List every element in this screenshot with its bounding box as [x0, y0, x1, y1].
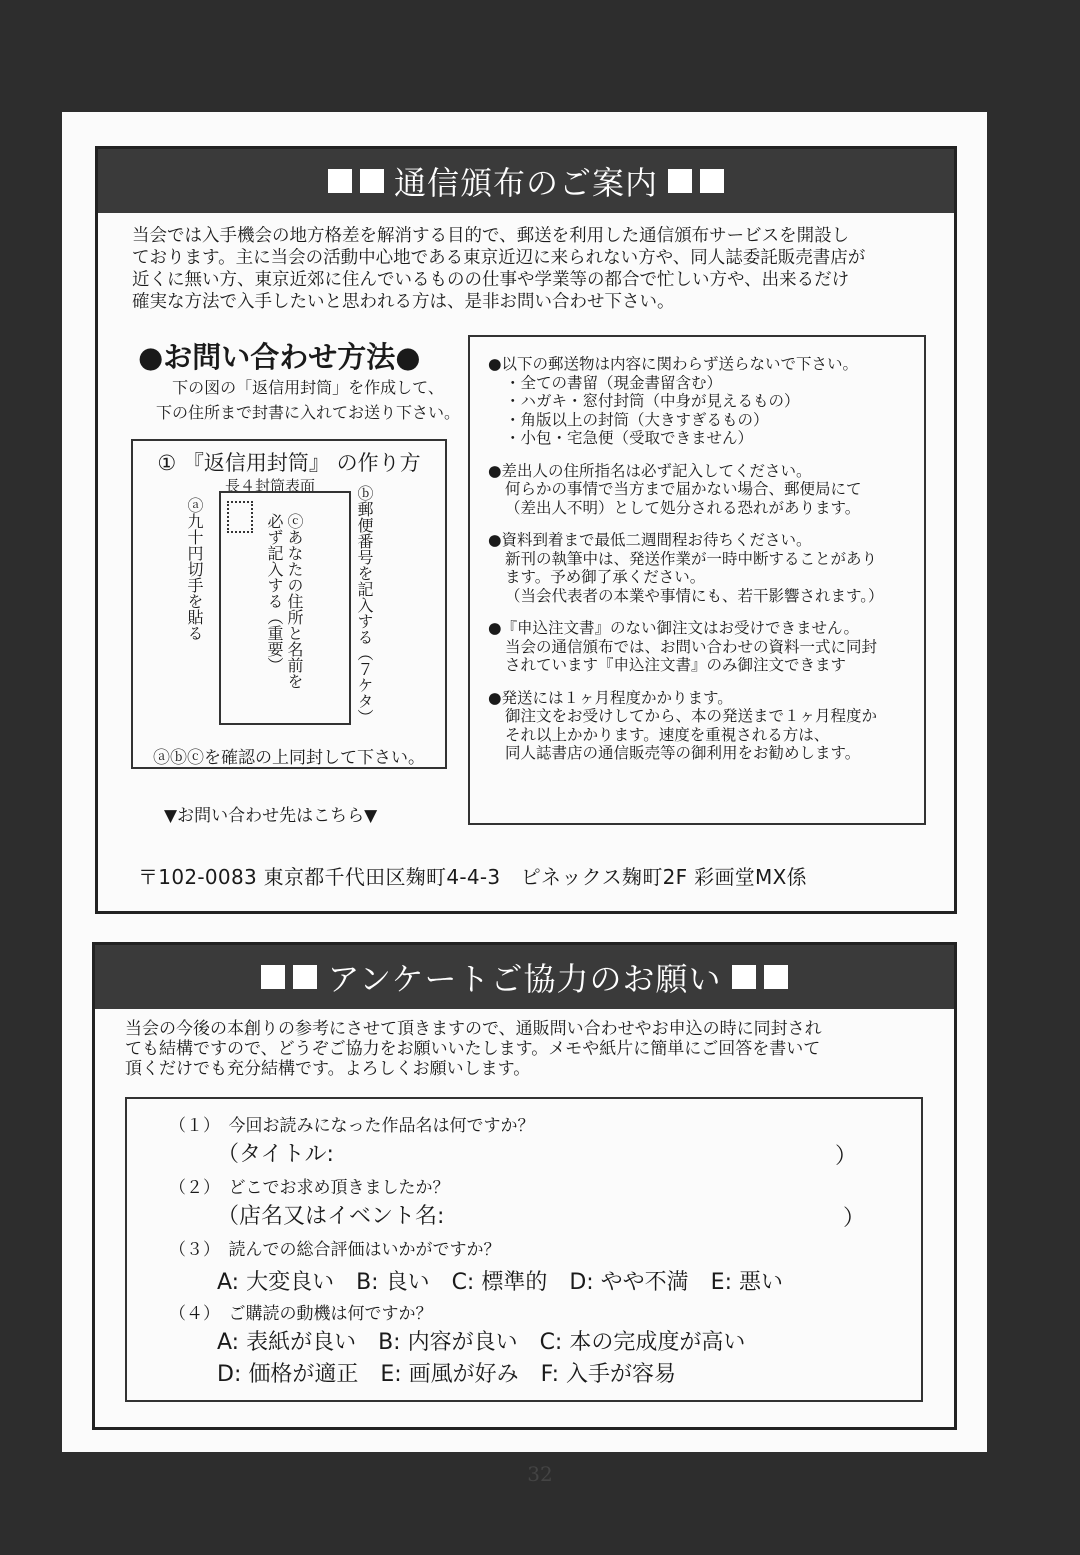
envelope-size-label: 長４封筒表面 — [225, 477, 316, 495]
note-heading: ●差出人の住所指名は必ず記入してください。 — [488, 461, 812, 480]
envelope-footer: ⓐⓑⓒを確認の上同封して下さい。 — [153, 748, 425, 768]
note-line: ・小包・宅急便（受取できません） — [505, 429, 754, 447]
contact-label: ▼お問い合わせ先はこちら▼ — [164, 806, 378, 826]
howto-title: ●お問い合わせ方法● — [138, 340, 421, 374]
square-icon — [293, 965, 317, 989]
intro-line: 当会では入手機会の地方格差を解消する目的で、郵送を利用した通信頒布サービスを開設し — [132, 226, 850, 246]
survey-intro — [95, 1009, 954, 1079]
store-answer-field: （店名又はイベント名: — [217, 1204, 445, 1229]
note-line: （当会代表者の本業や事情にも、若干影響されます。） — [505, 586, 884, 605]
rating-options: A: 大変良い B: 良い C: 標準的 D: やや不満 E: 悪い — [217, 1270, 783, 1295]
question-3: （３） 読んでの総合評価はいかがですか？ — [169, 1240, 501, 1260]
survey-intro-line: ても結構ですので、どうぞご協力をお願いいたします。メモや紙片に簡単にご回答を書いて — [125, 1039, 821, 1059]
motive-options-1: A: 表紙が良い B: 内容が良い C: 本の完成度が高い — [217, 1330, 746, 1355]
note-line: 御注文をお受けしてから、本の発送まで１ヶ月程度か — [505, 707, 878, 725]
note-line: 同人誌書店の通信販売等の御利用をお勧めします。 — [505, 744, 861, 762]
page-number: 32 — [527, 1462, 553, 1486]
note-block — [488, 689, 910, 763]
square-icon — [700, 169, 724, 193]
note-line: 何らかの事情で当方まで届かない場合、郵便局にて — [505, 480, 862, 498]
question-4: （４） ご購読の動機は何ですか？ — [169, 1304, 433, 1324]
howto-line: 下の図の「返信用封筒」を作成して、 — [172, 378, 444, 397]
notes-box — [468, 335, 926, 825]
mail-order-intro — [98, 213, 954, 313]
note-block — [488, 531, 910, 605]
note-line: ます。予め御了承ください。 — [505, 568, 706, 586]
stamp-instruction: ⓐ九十円切手を貼る — [185, 497, 204, 641]
questionnaire-box — [125, 1097, 923, 1402]
envelope-heading: ① 『返信用封筒』 の作り方 — [157, 451, 421, 475]
note-block — [488, 355, 910, 448]
stamp-placeholder — [227, 501, 253, 533]
question-2: （２） どこでお求め頂きましたか？ — [169, 1178, 450, 1198]
note-line: ・ハガキ・窓付封筒（中身が見えるもの） — [505, 392, 800, 410]
intro-line: ております。主に当会の活動中心地である東京近辺に来られない方や、同人誌委託販売書店が — [132, 248, 866, 268]
note-line: されています『申込注文書』のみ御注文できます — [505, 656, 847, 674]
intro-line: 近くに無い方、東京近郊に住んでいるものの仕事や学業等の都合で忙しい方や、出来るだけ — [132, 270, 850, 290]
survey-intro-line: 頂くだけでも充分結構です。よろしくお願いします。 — [125, 1059, 531, 1079]
envelope-outline — [219, 491, 351, 725]
intro-line: 確実な方法で入手したいと思われる方は、是非お問い合わせ下さい。 — [132, 292, 675, 312]
note-block — [488, 619, 910, 675]
note-line: それ以上かかります。速度を重視される方は、 — [505, 725, 830, 744]
mailing-address: 〒102-0083 東京都千代田区麹町4-4-3 ピネックス麹町2F 彩画堂MX係 — [138, 865, 807, 889]
mail-order-section — [95, 146, 957, 914]
howto-line: 下の住所まで封書に入れてお送り下さい。 — [155, 403, 460, 422]
square-icon — [261, 965, 285, 989]
address-instruction-1: ⓒあなたの住所と名前を — [285, 513, 304, 689]
postal-code-instruction: ⓑ郵便番号を記入する（７ケタ） — [355, 485, 374, 725]
note-heading: ●資料到着まで最低二週間程お待ちください。 — [488, 531, 812, 549]
note-line: 当会の通信頒布では、お問い合わせの資料一式に同封 — [505, 637, 878, 656]
howto-subtitle — [128, 375, 488, 425]
page — [62, 112, 987, 1452]
title-answer-field: （タイトル: — [217, 1142, 334, 1167]
survey-title-band — [95, 945, 954, 1009]
square-icon — [360, 169, 384, 193]
square-icon — [732, 965, 756, 989]
square-icon — [764, 965, 788, 989]
note-heading: ●発送には１ヶ月程度かかります。 — [488, 688, 733, 707]
question-1: （１） 今回お読みになった作品名は何ですか？ — [169, 1116, 535, 1136]
note-line: ・角版以上の封筒（大きすぎるもの） — [505, 410, 769, 429]
mail-order-title: 通信頒布のご案内 — [393, 164, 658, 202]
note-heading: ●以下の郵送物は内容に関わらず送らないで下さい。 — [488, 355, 859, 373]
survey-intro-line: 当会の今後の本創りの参考にさせて頂きますので、通販問い合わせやお申込の時に同封され — [125, 1019, 822, 1039]
note-heading: ●『申込注文書』のない御注文はお受けできません。 — [488, 619, 859, 637]
note-line: ・全ての書留（現金書留含む） — [505, 373, 723, 392]
motive-options-2: D: 価格が適正 E: 画風が好み F: 入手が容易 — [217, 1362, 677, 1387]
note-line: （差出人不明）として処分される恐れがあります。 — [505, 498, 861, 517]
square-icon — [668, 169, 692, 193]
note-block — [488, 462, 910, 518]
note-line: 新刊の執筆中は、発送作業が一時中断することがあり — [505, 549, 878, 568]
mail-order-title-band — [98, 149, 954, 213]
envelope-diagram — [131, 439, 447, 769]
square-icon — [328, 169, 352, 193]
survey-title: アンケートご協力のお願い — [327, 960, 722, 998]
address-instruction-2: 必ず記入する（重要） — [265, 513, 284, 673]
survey-section — [92, 942, 957, 1430]
close-paren: ） — [843, 1206, 866, 1231]
close-paren: ） — [835, 1144, 858, 1169]
